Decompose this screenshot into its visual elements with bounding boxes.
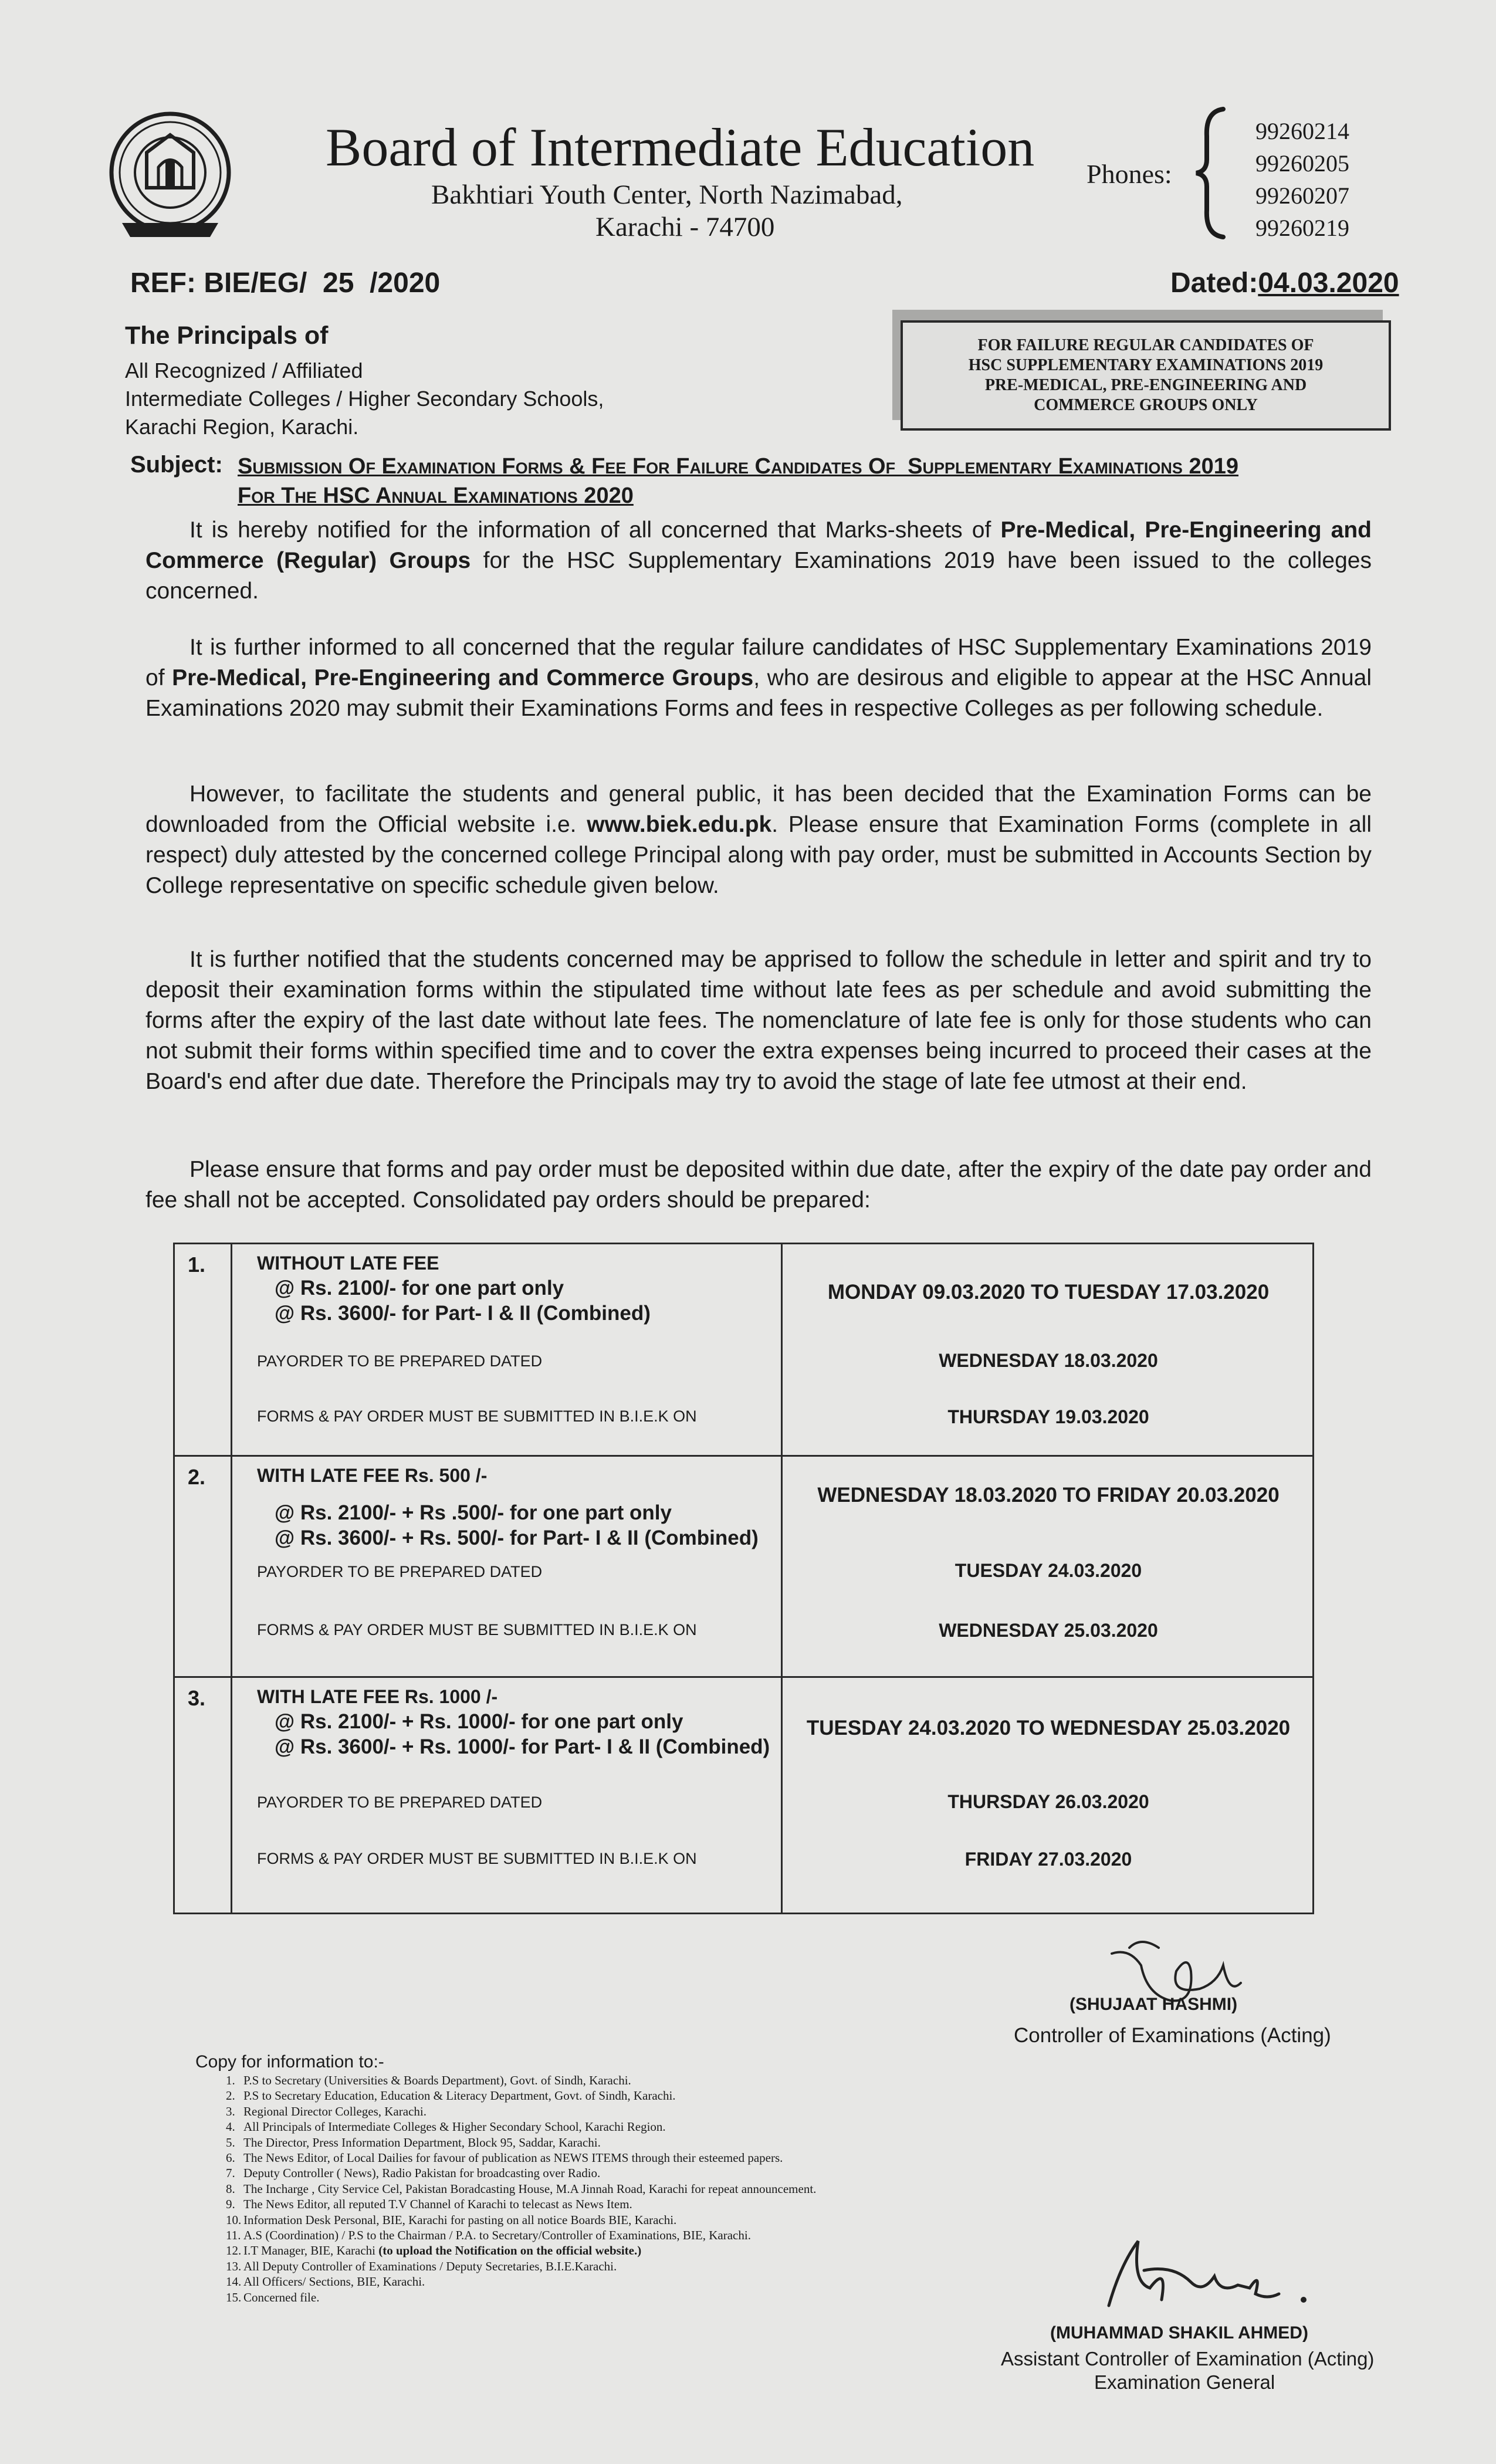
list-item: 7. Deputy Controller ( News), Radio Pakistan for broadcasting over Radio. [226, 2166, 601, 2181]
reference-number: REF: BIE/EG/ 25 /2020 [130, 268, 441, 299]
phone-number: 99260214 [1255, 118, 1349, 144]
payorder-date: THURSDAY 26.03.2020 [947, 1791, 1149, 1812]
list-item: 3. Regional Director Colleges, Karachi. [226, 2104, 427, 2118]
phone-numbers [1255, 115, 1349, 244]
signatory-title: Assistant Controller of Examination (Acting) [1001, 2348, 1375, 2370]
copy-list [226, 2073, 816, 2305]
phone-number: 99260219 [1255, 215, 1349, 241]
fee-detail: @ Rs. 3600/- + Rs. 1000/- for Part- I & II (Combined) [275, 1735, 770, 1758]
addressee-line: All Recognized / Affiliated [125, 358, 363, 383]
signatory-name: (MUHAMMAD SHAKIL AHMED) [1050, 2323, 1308, 2343]
submit-date: THURSDAY 19.03.2020 [947, 1406, 1149, 1427]
notice-line: PRE-MEDICAL, PRE-ENGINEERING AND [984, 376, 1307, 394]
list-item: 9. The News Editor, all reputed T.V Channel of Karachi to telecast as News Item. [226, 2197, 632, 2212]
schedule-table [173, 1243, 1314, 1914]
subject-line-1: Submission Of Examination Forms & Fee For Failure Candidates Of Supplementary Examinations 2019 [238, 454, 1239, 479]
list-item: 15. Concerned file. [226, 2290, 320, 2304]
list-item: 4. All Principals of Intermediate Colleges & Higher Secondary School, Karachi Region. [226, 2120, 666, 2134]
signature-assistant-controller [1074, 2229, 1332, 2323]
notice-box [901, 320, 1391, 431]
paragraph-3: However, to facilitate the students and general public, it has been decided that the Examination Forms can be downloaded from the Official website i.e. www.biek.edu.pk. Please ensure that Examination Forms (complete in all respect) duly attested by the concerned college Principal along with pay order, must be submitted in Accounts Section by College representative on specific schedule given below. [145, 781, 1372, 898]
curly-brace-icon [1194, 107, 1230, 239]
list-item: 6. The News Editor, of Local Dailies for favour of publication as NEWS ITEMS through their esteemed papers. [226, 2151, 783, 2165]
notice-line: FOR FAILURE REGULAR CANDIDATES OF [977, 336, 1314, 354]
notice-line: HSC SUPPLEMENTARY EXAMINATIONS 2019 [968, 356, 1324, 374]
addressee-title: The Principals of [125, 321, 329, 350]
list-item: 11. A.S (Coordination) / P.S to the Chairman / P.A. to Secretary/Controller of Examinations, BIE, Karachi. [226, 2228, 751, 2243]
addressee-line: Intermediate Colleges / Higher Secondary Schools, [125, 387, 604, 411]
payorder-label: PAYORDER TO BE PREPARED DATED [257, 1793, 543, 1811]
submit-label: FORMS & PAY ORDER MUST BE SUBMITTED IN B.I.E.K ON [257, 1621, 697, 1639]
list-item: 12. I.T Manager, BIE, Karachi (to upload the Notification on the official website.) [226, 2243, 642, 2258]
fee-detail: @ Rs. 3600/- for Part- I & II (Combined) [275, 1302, 651, 1325]
board-name: Board of Intermediate Education [326, 117, 1035, 177]
submission-period: TUESDAY 24.03.2020 TO WEDNESDAY 25.03.2020 [806, 1717, 1291, 1739]
fee-detail: @ Rs. 3600/- + Rs. 500/- for Part- I & II (Combined) [275, 1527, 759, 1549]
paragraph-1: It is hereby notified for the information of all concerned that Marks-sheets of Pre-Medical, Pre-Engineering and Commerce (Regular) Groups for the HSC Supplementary Examinations 2019 have been issued to the colleges concerned. [145, 517, 1372, 604]
submission-period: WEDNESDAY 18.03.2020 TO FRIDAY 20.03.2020 [817, 1484, 1280, 1507]
payorder-label: PAYORDER TO BE PREPARED DATED [257, 1563, 543, 1580]
submission-period: MONDAY 09.03.2020 TO TUESDAY 17.03.2020 [827, 1281, 1270, 1304]
paragraph-5: Please ensure that forms and pay order must be deposited within due date, after the expiry of the date pay order and fee shall not be accepted. Consolidated pay orders should be prepared: [145, 1157, 1372, 1213]
submit-date: FRIDAY 27.03.2020 [964, 1849, 1132, 1870]
table-row [175, 1457, 1312, 1678]
fee-category: WITH LATE FEE Rs. 1000 /- [257, 1686, 498, 1707]
fee-category: WITH LATE FEE Rs. 500 /- [257, 1465, 488, 1486]
submit-label: FORMS & PAY ORDER MUST BE SUBMITTED IN B.I.E.K ON [257, 1407, 697, 1425]
dated-value: 04.03.2020 [1258, 268, 1399, 299]
fee-detail: @ Rs. 2100/- + Rs .500/- for one part only [275, 1501, 672, 1524]
list-item: 2. P.S to Secretary Education, Education & Literacy Department, Govt. of Sindh, Karachi. [226, 2089, 676, 2103]
table-row [175, 1678, 1312, 1913]
submit-date: WEDNESDAY 25.03.2020 [939, 1620, 1158, 1641]
fee-detail: @ Rs. 2100/- for one part only [275, 1277, 564, 1299]
fee-detail: @ Rs. 2100/- + Rs. 1000/- for one part only [275, 1710, 683, 1733]
payorder-date: WEDNESDAY 18.03.2020 [939, 1350, 1158, 1371]
phone-number: 99260205 [1255, 150, 1349, 177]
subject-line-2: For The HSC Annual Examinations 2020 [238, 483, 634, 508]
address-line-2: Karachi - 74700 [595, 212, 775, 242]
paragraph-4: It is further notified that the students concerned may be apprised to follow the schedule in letter and spirit and try to deposit their examination forms within the stipulated time without late fees as per schedule and avoid submitting the forms after the expiry of the last date without late fees. The nomenclature of late fee is only for those students who can not submit their forms within specified time and to cover the extra expenses being incurred to proceed their cases at the Board's end after due date. Therefore the Principals may try to avoid the stage of late fee utmost at their end. [145, 947, 1372, 1094]
subject-label: Subject: [130, 452, 223, 478]
row-number: 2. [188, 1465, 206, 1489]
row-number: 1. [188, 1253, 206, 1277]
list-item: 13. All Deputy Controller of Examinations / Deputy Secretaries, B.I.E.Karachi. [226, 2259, 617, 2273]
signatory-name: (SHUJAAT HASHMI) [1069, 1995, 1238, 2014]
list-item: 1. P.S to Secretary (Universities & Boards Department), Govt. of Sindh, Karachi. [226, 2073, 631, 2087]
notice-line: COMMERCE GROUPS ONLY [1034, 396, 1258, 414]
dated [1170, 267, 1399, 299]
copy-heading: Copy for information to:- [195, 2052, 384, 2072]
phone-number: 99260207 [1255, 182, 1349, 209]
list-item: 14. All Officers/ Sections, BIE, Karachi. [226, 2275, 425, 2289]
board-seal-logo [104, 111, 236, 243]
signatory-department: Examination General [1094, 2371, 1275, 2393]
dated-label: Dated: [1170, 268, 1258, 299]
row-number: 3. [188, 1686, 206, 1710]
list-item: 10. Information Desk Personal, BIE, Karachi for pasting on all notice Boards BIE, Karachi. [226, 2212, 677, 2227]
submit-label: FORMS & PAY ORDER MUST BE SUBMITTED IN B.I.E.K ON [257, 1850, 697, 1867]
list-item: 8. The Incharge , City Service Cel, Pakistan Boradcasting House, M.A Jinnah Road, Karachi for repeat announcement. [226, 2181, 817, 2196]
addressee-line: Karachi Region, Karachi. [125, 415, 359, 439]
paragraph-2: It is further informed to all concerned that the regular failure candidates of HSC Supplementary Examinations 2019 of Pre-Medical, Pre-Engineering and Commerce Groups, who are desirous and eligible to appear at the HSC Annual Examinations 2020 may submit their Examinations Forms and fees in respective Colleges as per following schedule. [145, 635, 1372, 721]
payorder-label: PAYORDER TO BE PREPARED DATED [257, 1352, 543, 1370]
list-item: 5. The Director, Press Information Department, Block 95, Saddar, Karachi. [226, 2135, 601, 2150]
table-row [175, 1244, 1312, 1457]
addressee-block [125, 357, 604, 441]
subject-text [238, 452, 1376, 510]
phones-label: Phones: [1087, 159, 1172, 189]
signatory-title: Controller of Examinations (Acting) [1014, 2024, 1331, 2047]
fee-category: WITHOUT LATE FEE [257, 1253, 439, 1274]
payorder-date: TUESDAY 24.03.2020 [955, 1560, 1142, 1581]
address-line-1: Bakhtiari Youth Center, North Nazimabad, [431, 180, 903, 210]
